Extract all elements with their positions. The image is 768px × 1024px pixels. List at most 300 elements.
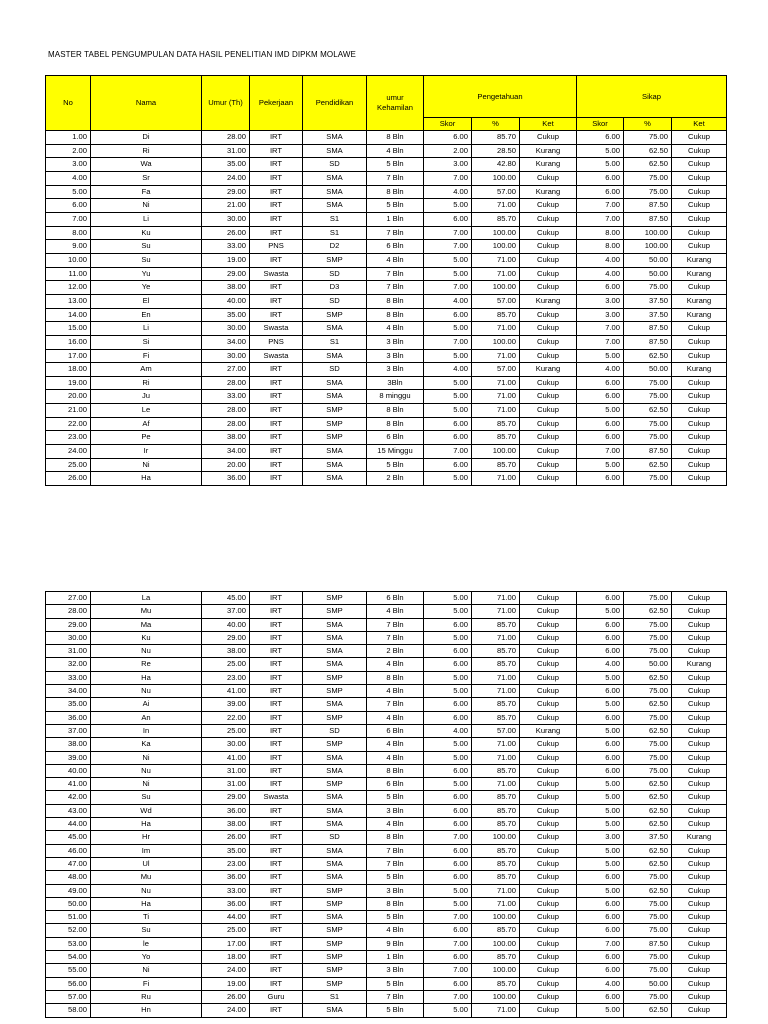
- cell-pendidikan: SMA: [303, 618, 367, 631]
- cell-no: 32.00: [46, 658, 91, 671]
- table-row: [46, 897, 727, 910]
- cell-sikap-skor: 5.00: [577, 671, 624, 684]
- table-row: [46, 871, 727, 884]
- cell-pengetahuan-persen: 85.70: [472, 618, 520, 631]
- cell-pengetahuan-persen: 71.00: [472, 778, 520, 791]
- cell-pengetahuan-persen: 100.00: [472, 937, 520, 950]
- cell-pengetahuan-skor: 6.00: [424, 764, 472, 777]
- cell-pengetahuan-ket: Cukup: [520, 253, 577, 267]
- cell-pengetahuan-persen: 57.00: [472, 185, 520, 199]
- header-pengetahuan-skor: Skor: [424, 118, 472, 131]
- cell-sikap-skor: 8.00: [577, 226, 624, 240]
- table-row: [46, 445, 727, 459]
- cell-pengetahuan-skor: 5.00: [424, 778, 472, 791]
- cell-nama: Ni: [91, 751, 202, 764]
- header-no: No: [46, 76, 91, 131]
- cell-pengetahuan-ket: Cukup: [520, 240, 577, 254]
- cell-no: 22.00: [46, 417, 91, 431]
- cell-nama: Wa: [91, 158, 202, 172]
- cell-umur-kehamilan: 6 Bln: [367, 240, 424, 254]
- cell-sikap-skor: 6.00: [577, 924, 624, 937]
- cell-no: 21.00: [46, 404, 91, 418]
- cell-sikap-ket: Cukup: [672, 818, 727, 831]
- header-pengetahuan-ket: Ket: [520, 118, 577, 131]
- table-row: [46, 158, 727, 172]
- cell-sikap-persen: 75.00: [624, 990, 672, 1003]
- cell-pengetahuan-skor: 7.00: [424, 964, 472, 977]
- cell-pengetahuan-ket: Cukup: [520, 417, 577, 431]
- header-pengetahuan-persen: %: [472, 118, 520, 131]
- cell-pekerjaan: IRT: [250, 804, 303, 817]
- cell-umur-kehamilan: 7 Bln: [367, 171, 424, 185]
- cell-sikap-persen: 62.50: [624, 778, 672, 791]
- cell-pekerjaan: IRT: [250, 1004, 303, 1017]
- cell-sikap-ket: Cukup: [672, 698, 727, 711]
- table-row: [46, 990, 727, 1003]
- cell-nama: Li: [91, 212, 202, 226]
- cell-pengetahuan-ket: Cukup: [520, 131, 577, 145]
- cell-sikap-persen: 100.00: [624, 240, 672, 254]
- table-row: [46, 751, 727, 764]
- cell-umur-kehamilan: 7 Bln: [367, 618, 424, 631]
- cell-nama: Fa: [91, 185, 202, 199]
- cell-pendidikan: SMA: [303, 698, 367, 711]
- cell-sikap-skor: 5.00: [577, 349, 624, 363]
- cell-pengetahuan-ket: Cukup: [520, 937, 577, 950]
- cell-pengetahuan-persen: 85.70: [472, 871, 520, 884]
- cell-pengetahuan-skor: 7.00: [424, 171, 472, 185]
- cell-no: 56.00: [46, 977, 91, 990]
- cell-nama: Nu: [91, 764, 202, 777]
- cell-umur: 37.00: [202, 605, 250, 618]
- cell-pengetahuan-persen: 85.70: [472, 764, 520, 777]
- cell-nama: An: [91, 711, 202, 724]
- cell-pengetahuan-ket: Kurang: [520, 363, 577, 377]
- cell-umur-kehamilan: 5 Bln: [367, 1004, 424, 1017]
- cell-pengetahuan-skor: 4.00: [424, 724, 472, 737]
- cell-no: 24.00: [46, 445, 91, 459]
- cell-sikap-ket: Cukup: [672, 240, 727, 254]
- cell-pengetahuan-ket: Cukup: [520, 671, 577, 684]
- cell-nama: Mu: [91, 871, 202, 884]
- cell-sikap-skor: 5.00: [577, 884, 624, 897]
- cell-umur: 40.00: [202, 294, 250, 308]
- cell-sikap-skor: 6.00: [577, 711, 624, 724]
- cell-pendidikan: SMA: [303, 645, 367, 658]
- cell-umur: 26.00: [202, 226, 250, 240]
- cell-no: 10.00: [46, 253, 91, 267]
- cell-sikap-skor: 5.00: [577, 698, 624, 711]
- cell-pengetahuan-persen: 100.00: [472, 964, 520, 977]
- cell-sikap-persen: 62.50: [624, 158, 672, 172]
- cell-pekerjaan: IRT: [250, 698, 303, 711]
- cell-pendidikan: SMA: [303, 131, 367, 145]
- cell-no: 44.00: [46, 818, 91, 831]
- cell-sikap-ket: Cukup: [672, 645, 727, 658]
- cell-umur-kehamilan: 4 Bln: [367, 685, 424, 698]
- table-row: [46, 349, 727, 363]
- cell-umur-kehamilan: 4 Bln: [367, 818, 424, 831]
- cell-pengetahuan-skor: 5.00: [424, 376, 472, 390]
- cell-sikap-persen: 87.50: [624, 322, 672, 336]
- cell-pekerjaan: IRT: [250, 171, 303, 185]
- cell-pendidikan: SMP: [303, 884, 367, 897]
- cell-sikap-skor: 6.00: [577, 171, 624, 185]
- table-row: [46, 404, 727, 418]
- cell-no: 55.00: [46, 964, 91, 977]
- cell-pekerjaan: IRT: [250, 671, 303, 684]
- cell-pengetahuan-skor: 5.00: [424, 671, 472, 684]
- cell-pengetahuan-persen: 85.70: [472, 431, 520, 445]
- cell-pekerjaan: IRT: [250, 897, 303, 910]
- cell-pekerjaan: IRT: [250, 431, 303, 445]
- cell-pengetahuan-skor: 6.00: [424, 924, 472, 937]
- table-row: [46, 605, 727, 618]
- cell-nama: Le: [91, 404, 202, 418]
- cell-sikap-skor: 5.00: [577, 724, 624, 737]
- cell-pengetahuan-ket: Cukup: [520, 738, 577, 751]
- cell-nama: Di: [91, 131, 202, 145]
- cell-nama: In: [91, 724, 202, 737]
- cell-pengetahuan-ket: Cukup: [520, 871, 577, 884]
- cell-pengetahuan-ket: Cukup: [520, 818, 577, 831]
- cell-pengetahuan-persen: 100.00: [472, 335, 520, 349]
- cell-sikap-ket: Cukup: [672, 281, 727, 295]
- cell-sikap-ket: Kurang: [672, 253, 727, 267]
- cell-pengetahuan-persen: 42.80: [472, 158, 520, 172]
- cell-umur: 31.00: [202, 778, 250, 791]
- cell-sikap-skor: 7.00: [577, 445, 624, 459]
- cell-pekerjaan: Swasta: [250, 322, 303, 336]
- cell-pekerjaan: IRT: [250, 592, 303, 605]
- cell-sikap-ket: Cukup: [672, 884, 727, 897]
- cell-pekerjaan: IRT: [250, 738, 303, 751]
- cell-pengetahuan-ket: Cukup: [520, 335, 577, 349]
- cell-pengetahuan-ket: Cukup: [520, 472, 577, 486]
- cell-sikap-skor: 5.00: [577, 144, 624, 158]
- cell-pengetahuan-persen: 85.70: [472, 308, 520, 322]
- cell-pendidikan: SMA: [303, 322, 367, 336]
- cell-sikap-ket: Cukup: [672, 605, 727, 618]
- cell-umur: 30.00: [202, 738, 250, 751]
- cell-pekerjaan: PNS: [250, 335, 303, 349]
- cell-pengetahuan-skor: 5.00: [424, 738, 472, 751]
- cell-pekerjaan: IRT: [250, 308, 303, 322]
- cell-pekerjaan: IRT: [250, 472, 303, 486]
- cell-pengetahuan-ket: Cukup: [520, 308, 577, 322]
- cell-umur: 29.00: [202, 791, 250, 804]
- cell-pengetahuan-persen: 85.70: [472, 844, 520, 857]
- cell-no: 38.00: [46, 738, 91, 751]
- cell-umur: 39.00: [202, 698, 250, 711]
- cell-pengetahuan-persen: 71.00: [472, 199, 520, 213]
- cell-sikap-skor: 6.00: [577, 631, 624, 644]
- cell-pendidikan: SMP: [303, 937, 367, 950]
- cell-pengetahuan-skor: 5.00: [424, 253, 472, 267]
- cell-pengetahuan-ket: Cukup: [520, 376, 577, 390]
- cell-umur-kehamilan: 5 Bln: [367, 199, 424, 213]
- cell-pekerjaan: IRT: [250, 977, 303, 990]
- table-row: [46, 857, 727, 870]
- cell-sikap-ket: Cukup: [672, 144, 727, 158]
- cell-pendidikan: SMA: [303, 791, 367, 804]
- cell-no: 12.00: [46, 281, 91, 295]
- cell-sikap-persen: 62.50: [624, 857, 672, 870]
- cell-nama: Hr: [91, 831, 202, 844]
- cell-pengetahuan-ket: Cukup: [520, 445, 577, 459]
- table-row: [46, 131, 727, 145]
- cell-sikap-persen: 75.00: [624, 645, 672, 658]
- cell-sikap-skor: 7.00: [577, 322, 624, 336]
- header-umur: Umur (Th): [202, 76, 250, 131]
- cell-umur-kehamilan: 5 Bln: [367, 911, 424, 924]
- cell-pengetahuan-persen: 71.00: [472, 592, 520, 605]
- cell-nama: Su: [91, 240, 202, 254]
- cell-pendidikan: SD: [303, 158, 367, 172]
- cell-pekerjaan: IRT: [250, 884, 303, 897]
- cell-sikap-persen: 50.00: [624, 253, 672, 267]
- cell-sikap-ket: Cukup: [672, 751, 727, 764]
- cell-no: 20.00: [46, 390, 91, 404]
- cell-umur-kehamilan: 3 Bln: [367, 349, 424, 363]
- cell-no: 6.00: [46, 199, 91, 213]
- cell-umur-kehamilan: 8 Bln: [367, 131, 424, 145]
- cell-pekerjaan: IRT: [250, 711, 303, 724]
- cell-sikap-skor: 5.00: [577, 158, 624, 172]
- cell-umur: 38.00: [202, 431, 250, 445]
- cell-pendidikan: SMP: [303, 897, 367, 910]
- cell-umur-kehamilan: 2 Bln: [367, 645, 424, 658]
- cell-no: 5.00: [46, 185, 91, 199]
- cell-umur: 40.00: [202, 618, 250, 631]
- cell-umur: 30.00: [202, 349, 250, 363]
- cell-sikap-skor: 5.00: [577, 605, 624, 618]
- cell-nama: Ul: [91, 857, 202, 870]
- cell-sikap-skor: 5.00: [577, 1004, 624, 1017]
- cell-umur-kehamilan: 4 Bln: [367, 924, 424, 937]
- cell-pekerjaan: IRT: [250, 417, 303, 431]
- cell-pengetahuan-ket: Cukup: [520, 171, 577, 185]
- cell-pengetahuan-skor: 5.00: [424, 322, 472, 336]
- cell-pengetahuan-ket: Cukup: [520, 592, 577, 605]
- cell-no: 9.00: [46, 240, 91, 254]
- cell-sikap-persen: 75.00: [624, 592, 672, 605]
- cell-pengetahuan-persen: 71.00: [472, 897, 520, 910]
- cell-pengetahuan-skor: 6.00: [424, 791, 472, 804]
- cell-pengetahuan-persen: 71.00: [472, 404, 520, 418]
- cell-pengetahuan-ket: Cukup: [520, 751, 577, 764]
- cell-sikap-skor: 6.00: [577, 281, 624, 295]
- cell-pengetahuan-skor: 5.00: [424, 199, 472, 213]
- cell-umur: 31.00: [202, 764, 250, 777]
- cell-sikap-persen: 62.50: [624, 724, 672, 737]
- cell-nama: Fi: [91, 977, 202, 990]
- table-row: [46, 267, 727, 281]
- cell-pengetahuan-persen: 85.70: [472, 458, 520, 472]
- cell-pendidikan: SMP: [303, 711, 367, 724]
- cell-umur: 19.00: [202, 977, 250, 990]
- cell-umur: 31.00: [202, 144, 250, 158]
- table-row: [46, 724, 727, 737]
- cell-nama: En: [91, 308, 202, 322]
- cell-no: 43.00: [46, 804, 91, 817]
- cell-sikap-skor: 6.00: [577, 964, 624, 977]
- table-row: [46, 711, 727, 724]
- cell-nama: Ru: [91, 990, 202, 1003]
- table-row: [46, 658, 727, 671]
- cell-umur: 21.00: [202, 199, 250, 213]
- cell-pengetahuan-skor: 4.00: [424, 294, 472, 308]
- table-row: [46, 144, 727, 158]
- cell-no: 31.00: [46, 645, 91, 658]
- cell-umur-kehamilan: 3 Bln: [367, 335, 424, 349]
- cell-pengetahuan-skor: 6.00: [424, 977, 472, 990]
- cell-umur-kehamilan: 8 Bln: [367, 404, 424, 418]
- cell-sikap-skor: 6.00: [577, 911, 624, 924]
- cell-pendidikan: SMA: [303, 185, 367, 199]
- cell-pendidikan: SMP: [303, 404, 367, 418]
- cell-pengetahuan-skor: 6.00: [424, 458, 472, 472]
- cell-sikap-skor: 7.00: [577, 199, 624, 213]
- cell-pengetahuan-skor: 6.00: [424, 698, 472, 711]
- cell-pekerjaan: Guru: [250, 990, 303, 1003]
- table-row: [46, 631, 727, 644]
- table-row: [46, 764, 727, 777]
- table-row: [46, 308, 727, 322]
- cell-pengetahuan-ket: Kurang: [520, 724, 577, 737]
- cell-sikap-ket: Cukup: [672, 871, 727, 884]
- table-row: [46, 322, 727, 336]
- cell-pengetahuan-persen: 71.00: [472, 349, 520, 363]
- cell-pekerjaan: IRT: [250, 144, 303, 158]
- table-row: [46, 472, 727, 486]
- cell-sikap-skor: 6.00: [577, 185, 624, 199]
- cell-pendidikan: SMA: [303, 445, 367, 459]
- cell-sikap-ket: Cukup: [672, 964, 727, 977]
- cell-pekerjaan: IRT: [250, 857, 303, 870]
- cell-pengetahuan-skor: 7.00: [424, 831, 472, 844]
- cell-umur: 27.00: [202, 363, 250, 377]
- cell-umur: 20.00: [202, 458, 250, 472]
- cell-pendidikan: SMP: [303, 924, 367, 937]
- cell-sikap-skor: 6.00: [577, 592, 624, 605]
- cell-nama: La: [91, 592, 202, 605]
- table-row: [46, 281, 727, 295]
- cell-sikap-persen: 50.00: [624, 977, 672, 990]
- cell-no: 34.00: [46, 685, 91, 698]
- cell-nama: Pe: [91, 431, 202, 445]
- cell-sikap-persen: 87.50: [624, 937, 672, 950]
- cell-pekerjaan: IRT: [250, 404, 303, 418]
- cell-pekerjaan: Swasta: [250, 267, 303, 281]
- cell-pengetahuan-persen: 85.70: [472, 924, 520, 937]
- cell-umur: 23.00: [202, 857, 250, 870]
- cell-sikap-skor: 7.00: [577, 212, 624, 226]
- table-row: [46, 911, 727, 924]
- cell-umur: 26.00: [202, 990, 250, 1003]
- cell-sikap-ket: Cukup: [672, 857, 727, 870]
- table-body-bottom: [46, 592, 727, 1018]
- cell-pengetahuan-ket: Cukup: [520, 884, 577, 897]
- cell-pendidikan: S1: [303, 226, 367, 240]
- cell-sikap-ket: Cukup: [672, 990, 727, 1003]
- cell-no: 40.00: [46, 764, 91, 777]
- cell-pengetahuan-skor: 6.00: [424, 844, 472, 857]
- cell-umur-kehamilan: 6 Bln: [367, 592, 424, 605]
- cell-umur: 45.00: [202, 592, 250, 605]
- cell-pekerjaan: IRT: [250, 281, 303, 295]
- cell-pendidikan: SD: [303, 294, 367, 308]
- cell-umur: 29.00: [202, 631, 250, 644]
- cell-pengetahuan-ket: Cukup: [520, 924, 577, 937]
- table-row: [46, 390, 727, 404]
- cell-nama: Ku: [91, 226, 202, 240]
- cell-umur-kehamilan: 3 Bln: [367, 804, 424, 817]
- cell-pengetahuan-ket: Cukup: [520, 711, 577, 724]
- cell-sikap-persen: 62.50: [624, 791, 672, 804]
- cell-umur: 30.00: [202, 212, 250, 226]
- cell-nama: Mu: [91, 605, 202, 618]
- cell-nama: Ha: [91, 897, 202, 910]
- cell-sikap-persen: 75.00: [624, 376, 672, 390]
- cell-no: 47.00: [46, 857, 91, 870]
- table-row: [46, 171, 727, 185]
- table-row: [46, 671, 727, 684]
- table-row: [46, 294, 727, 308]
- cell-umur-kehamilan: 8 Bln: [367, 671, 424, 684]
- cell-pekerjaan: IRT: [250, 911, 303, 924]
- cell-umur-kehamilan: 5 Bln: [367, 458, 424, 472]
- cell-pengetahuan-ket: Cukup: [520, 844, 577, 857]
- cell-pendidikan: SD: [303, 831, 367, 844]
- cell-pendidikan: SMP: [303, 308, 367, 322]
- cell-pengetahuan-skor: 6.00: [424, 658, 472, 671]
- cell-sikap-persen: 62.50: [624, 144, 672, 158]
- cell-umur-kehamilan: 8 Bln: [367, 417, 424, 431]
- cell-sikap-persen: 62.50: [624, 818, 672, 831]
- cell-pendidikan: SMP: [303, 431, 367, 445]
- cell-umur: 28.00: [202, 404, 250, 418]
- cell-sikap-ket: Cukup: [672, 226, 727, 240]
- table-row: [46, 253, 727, 267]
- cell-umur-kehamilan: 1 Bln: [367, 212, 424, 226]
- cell-pekerjaan: IRT: [250, 605, 303, 618]
- cell-pengetahuan-persen: 85.70: [472, 791, 520, 804]
- cell-pengetahuan-ket: Cukup: [520, 631, 577, 644]
- cell-pengetahuan-persen: 85.70: [472, 857, 520, 870]
- cell-sikap-skor: 6.00: [577, 738, 624, 751]
- cell-umur: 36.00: [202, 871, 250, 884]
- cell-umur: 35.00: [202, 158, 250, 172]
- cell-no: 17.00: [46, 349, 91, 363]
- cell-pengetahuan-ket: Cukup: [520, 857, 577, 870]
- cell-no: 50.00: [46, 897, 91, 910]
- cell-pendidikan: S1: [303, 335, 367, 349]
- cell-sikap-skor: 5.00: [577, 791, 624, 804]
- cell-pengetahuan-ket: Cukup: [520, 645, 577, 658]
- cell-nama: le: [91, 937, 202, 950]
- cell-nama: Ha: [91, 671, 202, 684]
- cell-pengetahuan-persen: 100.00: [472, 171, 520, 185]
- cell-umur-kehamilan: 9 Bln: [367, 937, 424, 950]
- cell-sikap-persen: 75.00: [624, 871, 672, 884]
- cell-sikap-skor: 5.00: [577, 458, 624, 472]
- cell-nama: Wd: [91, 804, 202, 817]
- cell-no: 27.00: [46, 592, 91, 605]
- header-pengetahuan: Pengetahuan: [424, 76, 577, 118]
- cell-sikap-ket: Cukup: [672, 804, 727, 817]
- cell-pendidikan: SMA: [303, 171, 367, 185]
